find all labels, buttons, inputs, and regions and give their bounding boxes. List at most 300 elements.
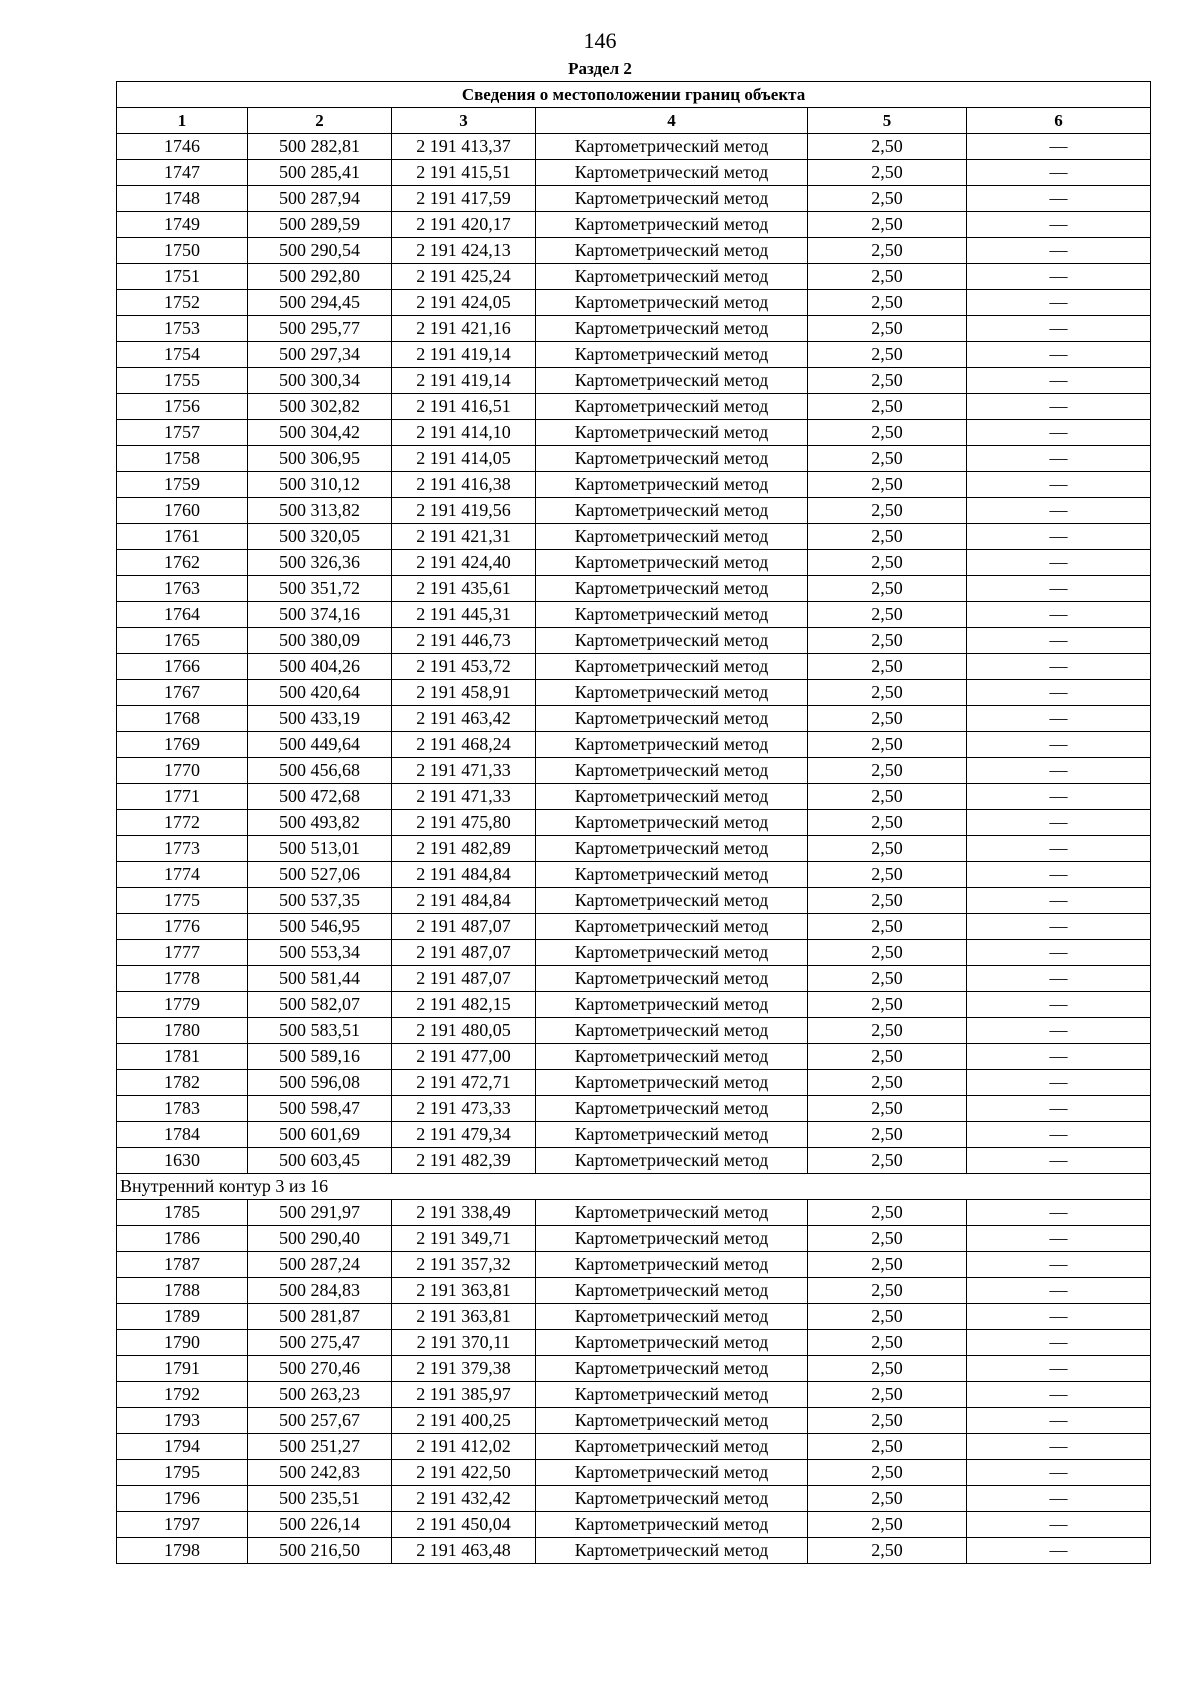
point-number-cell: 1761 xyxy=(117,524,248,550)
accuracy-cell: 2,50 xyxy=(808,888,967,914)
method-cell: Картометрический метод xyxy=(536,160,808,186)
accuracy-cell: 2,50 xyxy=(808,264,967,290)
x-coordinate-cell: 500 493,82 xyxy=(248,810,392,836)
point-number-cell: 1766 xyxy=(117,654,248,680)
method-cell: Картометрический метод xyxy=(536,836,808,862)
table-row xyxy=(117,160,1151,186)
y-coordinate-cell: 2 191 471,33 xyxy=(392,758,536,784)
point-number-cell: 1630 xyxy=(117,1148,248,1174)
point-number-cell: 1763 xyxy=(117,576,248,602)
description-cell: — xyxy=(967,160,1151,186)
x-coordinate-cell: 500 449,64 xyxy=(248,732,392,758)
description-cell: — xyxy=(967,212,1151,238)
table-row xyxy=(117,1148,1151,1174)
method-cell: Картометрический метод xyxy=(536,732,808,758)
method-cell: Картометрический метод xyxy=(536,784,808,810)
table-body xyxy=(117,134,1151,1564)
point-number-cell: 1758 xyxy=(117,446,248,472)
description-cell: — xyxy=(967,394,1151,420)
x-coordinate-cell: 500 284,83 xyxy=(248,1278,392,1304)
method-cell: Картометрический метод xyxy=(536,1538,808,1564)
method-cell: Картометрический метод xyxy=(536,394,808,420)
table-row xyxy=(117,732,1151,758)
description-cell: — xyxy=(967,238,1151,264)
description-cell: — xyxy=(967,1252,1151,1278)
accuracy-cell: 2,50 xyxy=(808,186,967,212)
method-cell: Картометрический метод xyxy=(536,1252,808,1278)
accuracy-cell: 2,50 xyxy=(808,966,967,992)
x-coordinate-cell: 500 320,05 xyxy=(248,524,392,550)
x-coordinate-cell: 500 420,64 xyxy=(248,680,392,706)
y-coordinate-cell: 2 191 421,16 xyxy=(392,316,536,342)
x-coordinate-cell: 500 306,95 xyxy=(248,446,392,472)
point-number-cell: 1785 xyxy=(117,1200,248,1226)
method-cell: Картометрический метод xyxy=(536,1356,808,1382)
point-number-cell: 1752 xyxy=(117,290,248,316)
table-row xyxy=(117,1356,1151,1382)
method-cell: Картометрический метод xyxy=(536,888,808,914)
method-cell: Картометрический метод xyxy=(536,1226,808,1252)
y-coordinate-cell: 2 191 477,00 xyxy=(392,1044,536,1070)
method-cell: Картометрический метод xyxy=(536,914,808,940)
accuracy-cell: 2,50 xyxy=(808,1356,967,1382)
x-coordinate-cell: 500 433,19 xyxy=(248,706,392,732)
table-row xyxy=(117,420,1151,446)
point-number-cell: 1754 xyxy=(117,342,248,368)
method-cell: Картометрический метод xyxy=(536,758,808,784)
method-cell: Картометрический метод xyxy=(536,290,808,316)
accuracy-cell: 2,50 xyxy=(808,160,967,186)
x-coordinate-cell: 500 304,42 xyxy=(248,420,392,446)
point-number-cell: 1771 xyxy=(117,784,248,810)
description-cell: — xyxy=(967,342,1151,368)
accuracy-cell: 2,50 xyxy=(808,628,967,654)
accuracy-cell: 2,50 xyxy=(808,1018,967,1044)
description-cell: — xyxy=(967,368,1151,394)
x-coordinate-cell: 500 216,50 xyxy=(248,1538,392,1564)
description-cell: — xyxy=(967,1486,1151,1512)
y-coordinate-cell: 2 191 379,38 xyxy=(392,1356,536,1382)
accuracy-cell: 2,50 xyxy=(808,836,967,862)
method-cell: Картометрический метод xyxy=(536,1382,808,1408)
y-coordinate-cell: 2 191 338,49 xyxy=(392,1200,536,1226)
accuracy-cell: 2,50 xyxy=(808,368,967,394)
point-number-cell: 1781 xyxy=(117,1044,248,1070)
method-cell: Картометрический метод xyxy=(536,862,808,888)
y-coordinate-cell: 2 191 370,11 xyxy=(392,1330,536,1356)
x-coordinate-cell: 500 270,46 xyxy=(248,1356,392,1382)
method-cell: Картометрический метод xyxy=(536,342,808,368)
x-coordinate-cell: 500 581,44 xyxy=(248,966,392,992)
accuracy-cell: 2,50 xyxy=(808,810,967,836)
x-coordinate-cell: 500 295,77 xyxy=(248,316,392,342)
point-number-cell: 1764 xyxy=(117,602,248,628)
accuracy-cell: 2,50 xyxy=(808,1200,967,1226)
point-number-cell: 1768 xyxy=(117,706,248,732)
y-coordinate-cell: 2 191 487,07 xyxy=(392,940,536,966)
accuracy-cell: 2,50 xyxy=(808,420,967,446)
table-row xyxy=(117,342,1151,368)
column-header: 4 xyxy=(536,108,808,134)
point-number-cell: 1780 xyxy=(117,1018,248,1044)
y-coordinate-cell: 2 191 446,73 xyxy=(392,628,536,654)
description-cell: — xyxy=(967,1382,1151,1408)
y-coordinate-cell: 2 191 432,42 xyxy=(392,1486,536,1512)
method-cell: Картометрический метод xyxy=(536,1018,808,1044)
description-cell: — xyxy=(967,680,1151,706)
column-header: 2 xyxy=(248,108,392,134)
description-cell: — xyxy=(967,1200,1151,1226)
description-cell: — xyxy=(967,602,1151,628)
table-row xyxy=(117,1538,1151,1564)
x-coordinate-cell: 500 404,26 xyxy=(248,654,392,680)
accuracy-cell: 2,50 xyxy=(808,1434,967,1460)
description-cell: — xyxy=(967,290,1151,316)
x-coordinate-cell: 500 291,97 xyxy=(248,1200,392,1226)
table-row xyxy=(117,1070,1151,1096)
method-cell: Картометрический метод xyxy=(536,446,808,472)
contour-label: Внутренний контур 3 из 16 xyxy=(117,1174,1151,1200)
point-number-cell: 1779 xyxy=(117,992,248,1018)
table-row xyxy=(117,1408,1151,1434)
description-cell: — xyxy=(967,576,1151,602)
point-number-cell: 1790 xyxy=(117,1330,248,1356)
table-row xyxy=(117,654,1151,680)
method-cell: Картометрический метод xyxy=(536,810,808,836)
table-row xyxy=(117,1122,1151,1148)
point-number-cell: 1775 xyxy=(117,888,248,914)
description-cell: — xyxy=(967,1408,1151,1434)
y-coordinate-cell: 2 191 417,59 xyxy=(392,186,536,212)
y-coordinate-cell: 2 191 357,32 xyxy=(392,1252,536,1278)
x-coordinate-cell: 500 251,27 xyxy=(248,1434,392,1460)
table-row xyxy=(117,1382,1151,1408)
accuracy-cell: 2,50 xyxy=(808,680,967,706)
accuracy-cell: 2,50 xyxy=(808,706,967,732)
method-cell: Картометрический метод xyxy=(536,1460,808,1486)
method-cell: Картометрический метод xyxy=(536,680,808,706)
y-coordinate-cell: 2 191 416,51 xyxy=(392,394,536,420)
y-coordinate-cell: 2 191 349,71 xyxy=(392,1226,536,1252)
point-number-cell: 1797 xyxy=(117,1512,248,1538)
method-cell: Картометрический метод xyxy=(536,992,808,1018)
method-cell: Картометрический метод xyxy=(536,1304,808,1330)
x-coordinate-cell: 500 281,87 xyxy=(248,1304,392,1330)
x-coordinate-cell: 500 235,51 xyxy=(248,1486,392,1512)
point-number-cell: 1762 xyxy=(117,550,248,576)
table-row xyxy=(117,238,1151,264)
x-coordinate-cell: 500 553,34 xyxy=(248,940,392,966)
point-number-cell: 1753 xyxy=(117,316,248,342)
y-coordinate-cell: 2 191 422,50 xyxy=(392,1460,536,1486)
method-cell: Картометрический метод xyxy=(536,186,808,212)
method-cell: Картометрический метод xyxy=(536,316,808,342)
point-number-cell: 1791 xyxy=(117,1356,248,1382)
method-cell: Картометрический метод xyxy=(536,628,808,654)
point-number-cell: 1757 xyxy=(117,420,248,446)
y-coordinate-cell: 2 191 363,81 xyxy=(392,1304,536,1330)
accuracy-cell: 2,50 xyxy=(808,1252,967,1278)
column-header: 3 xyxy=(392,108,536,134)
method-cell: Картометрический метод xyxy=(536,602,808,628)
description-cell: — xyxy=(967,758,1151,784)
accuracy-cell: 2,50 xyxy=(808,1330,967,1356)
accuracy-cell: 2,50 xyxy=(808,446,967,472)
point-number-cell: 1749 xyxy=(117,212,248,238)
point-number-cell: 1765 xyxy=(117,628,248,654)
accuracy-cell: 2,50 xyxy=(808,576,967,602)
point-number-cell: 1795 xyxy=(117,1460,248,1486)
x-coordinate-cell: 500 257,67 xyxy=(248,1408,392,1434)
accuracy-cell: 2,50 xyxy=(808,1408,967,1434)
y-coordinate-cell: 2 191 475,80 xyxy=(392,810,536,836)
description-cell: — xyxy=(967,836,1151,862)
description-cell: — xyxy=(967,654,1151,680)
x-coordinate-cell: 500 226,14 xyxy=(248,1512,392,1538)
x-coordinate-cell: 500 351,72 xyxy=(248,576,392,602)
x-coordinate-cell: 500 326,36 xyxy=(248,550,392,576)
table-row xyxy=(117,628,1151,654)
description-cell: — xyxy=(967,264,1151,290)
accuracy-cell: 2,50 xyxy=(808,1070,967,1096)
x-coordinate-cell: 500 603,45 xyxy=(248,1148,392,1174)
table-row xyxy=(117,1226,1151,1252)
accuracy-cell: 2,50 xyxy=(808,1382,967,1408)
y-coordinate-cell: 2 191 487,07 xyxy=(392,914,536,940)
point-number-cell: 1798 xyxy=(117,1538,248,1564)
x-coordinate-cell: 500 263,23 xyxy=(248,1382,392,1408)
y-coordinate-cell: 2 191 480,05 xyxy=(392,1018,536,1044)
y-coordinate-cell: 2 191 416,38 xyxy=(392,472,536,498)
point-number-cell: 1760 xyxy=(117,498,248,524)
accuracy-cell: 2,50 xyxy=(808,1148,967,1174)
description-cell: — xyxy=(967,134,1151,160)
table-row xyxy=(117,1304,1151,1330)
accuracy-cell: 2,50 xyxy=(808,1278,967,1304)
accuracy-cell: 2,50 xyxy=(808,1096,967,1122)
x-coordinate-cell: 500 300,34 xyxy=(248,368,392,394)
x-coordinate-cell: 500 546,95 xyxy=(248,914,392,940)
point-number-cell: 1793 xyxy=(117,1408,248,1434)
table-row xyxy=(117,212,1151,238)
x-coordinate-cell: 500 282,81 xyxy=(248,134,392,160)
table-row xyxy=(117,498,1151,524)
point-number-cell: 1748 xyxy=(117,186,248,212)
method-cell: Картометрический метод xyxy=(536,1070,808,1096)
table-row xyxy=(117,758,1151,784)
description-cell: — xyxy=(967,186,1151,212)
method-cell: Картометрический метод xyxy=(536,966,808,992)
accuracy-cell: 2,50 xyxy=(808,316,967,342)
method-cell: Картометрический метод xyxy=(536,238,808,264)
x-coordinate-cell: 500 313,82 xyxy=(248,498,392,524)
point-number-cell: 1774 xyxy=(117,862,248,888)
x-coordinate-cell: 500 589,16 xyxy=(248,1044,392,1070)
point-number-cell: 1776 xyxy=(117,914,248,940)
x-coordinate-cell: 500 285,41 xyxy=(248,160,392,186)
description-cell: — xyxy=(967,550,1151,576)
accuracy-cell: 2,50 xyxy=(808,602,967,628)
table-row xyxy=(117,316,1151,342)
description-cell: — xyxy=(967,784,1151,810)
x-coordinate-cell: 500 289,59 xyxy=(248,212,392,238)
description-cell: — xyxy=(967,1304,1151,1330)
description-cell: — xyxy=(967,628,1151,654)
y-coordinate-cell: 2 191 479,34 xyxy=(392,1122,536,1148)
x-coordinate-cell: 500 380,09 xyxy=(248,628,392,654)
y-coordinate-cell: 2 191 473,33 xyxy=(392,1096,536,1122)
y-coordinate-cell: 2 191 385,97 xyxy=(392,1382,536,1408)
x-coordinate-cell: 500 287,24 xyxy=(248,1252,392,1278)
method-cell: Картометрический метод xyxy=(536,1278,808,1304)
point-number-cell: 1787 xyxy=(117,1252,248,1278)
table-row xyxy=(117,1486,1151,1512)
accuracy-cell: 2,50 xyxy=(808,1226,967,1252)
table-row xyxy=(117,1252,1151,1278)
y-coordinate-cell: 2 191 445,31 xyxy=(392,602,536,628)
table-row xyxy=(117,446,1151,472)
accuracy-cell: 2,50 xyxy=(808,1122,967,1148)
method-cell: Картометрический метод xyxy=(536,1096,808,1122)
method-cell: Картометрический метод xyxy=(536,1330,808,1356)
table-row xyxy=(117,524,1151,550)
accuracy-cell: 2,50 xyxy=(808,394,967,420)
table-row xyxy=(117,134,1151,160)
description-cell: — xyxy=(967,1018,1151,1044)
table-row xyxy=(117,888,1151,914)
x-coordinate-cell: 500 513,01 xyxy=(248,836,392,862)
table-row xyxy=(117,550,1151,576)
point-number-cell: 1769 xyxy=(117,732,248,758)
x-coordinate-cell: 500 290,40 xyxy=(248,1226,392,1252)
x-coordinate-cell: 500 287,94 xyxy=(248,186,392,212)
table-row xyxy=(117,1512,1151,1538)
accuracy-cell: 2,50 xyxy=(808,1304,967,1330)
method-cell: Картометрический метод xyxy=(536,706,808,732)
description-cell: — xyxy=(967,940,1151,966)
method-cell: Картометрический метод xyxy=(536,368,808,394)
x-coordinate-cell: 500 472,68 xyxy=(248,784,392,810)
point-number-cell: 1796 xyxy=(117,1486,248,1512)
accuracy-cell: 2,50 xyxy=(808,550,967,576)
x-coordinate-cell: 500 583,51 xyxy=(248,1018,392,1044)
y-coordinate-cell: 2 191 453,72 xyxy=(392,654,536,680)
y-coordinate-cell: 2 191 363,81 xyxy=(392,1278,536,1304)
x-coordinate-cell: 500 310,12 xyxy=(248,472,392,498)
x-coordinate-cell: 500 297,34 xyxy=(248,342,392,368)
method-cell: Картометрический метод xyxy=(536,420,808,446)
point-number-cell: 1789 xyxy=(117,1304,248,1330)
description-cell: — xyxy=(967,1148,1151,1174)
method-cell: Картометрический метод xyxy=(536,1512,808,1538)
y-coordinate-cell: 2 191 415,51 xyxy=(392,160,536,186)
y-coordinate-cell: 2 191 482,39 xyxy=(392,1148,536,1174)
accuracy-cell: 2,50 xyxy=(808,1538,967,1564)
page-number: 146 xyxy=(583,28,617,53)
y-coordinate-cell: 2 191 468,24 xyxy=(392,732,536,758)
method-cell: Картометрический метод xyxy=(536,472,808,498)
method-cell: Картометрический метод xyxy=(536,550,808,576)
table-row xyxy=(117,706,1151,732)
description-cell: — xyxy=(967,1512,1151,1538)
description-cell: — xyxy=(967,862,1151,888)
x-coordinate-cell: 500 596,08 xyxy=(248,1070,392,1096)
y-coordinate-cell: 2 191 450,04 xyxy=(392,1512,536,1538)
point-number-cell: 1767 xyxy=(117,680,248,706)
table-caption-row xyxy=(117,82,1151,108)
description-cell: — xyxy=(967,446,1151,472)
accuracy-cell: 2,50 xyxy=(808,524,967,550)
description-cell: — xyxy=(967,1330,1151,1356)
y-coordinate-cell: 2 191 482,15 xyxy=(392,992,536,1018)
description-cell: — xyxy=(967,1278,1151,1304)
x-coordinate-cell: 500 456,68 xyxy=(248,758,392,784)
description-cell: — xyxy=(967,732,1151,758)
table-row xyxy=(117,836,1151,862)
x-coordinate-cell: 500 601,69 xyxy=(248,1122,392,1148)
description-cell: — xyxy=(967,1096,1151,1122)
x-coordinate-cell: 500 374,16 xyxy=(248,602,392,628)
method-cell: Картометрический метод xyxy=(536,1044,808,1070)
table-row xyxy=(117,784,1151,810)
accuracy-cell: 2,50 xyxy=(808,914,967,940)
boundary-coordinates-table xyxy=(116,81,1151,1564)
description-cell: — xyxy=(967,966,1151,992)
y-coordinate-cell: 2 191 424,40 xyxy=(392,550,536,576)
table-row xyxy=(117,576,1151,602)
point-number-cell: 1750 xyxy=(117,238,248,264)
description-cell: — xyxy=(967,1538,1151,1564)
y-coordinate-cell: 2 191 435,61 xyxy=(392,576,536,602)
method-cell: Картометрический метод xyxy=(536,1408,808,1434)
description-cell: — xyxy=(967,1226,1151,1252)
description-cell: — xyxy=(967,1122,1151,1148)
section-title: Раздел 2 xyxy=(568,59,632,78)
accuracy-cell: 2,50 xyxy=(808,290,967,316)
column-header: 5 xyxy=(808,108,967,134)
description-cell: — xyxy=(967,810,1151,836)
point-number-cell: 1794 xyxy=(117,1434,248,1460)
description-cell: — xyxy=(967,1460,1151,1486)
table-row xyxy=(117,290,1151,316)
x-coordinate-cell: 500 582,07 xyxy=(248,992,392,1018)
y-coordinate-cell: 2 191 487,07 xyxy=(392,966,536,992)
table-row xyxy=(117,186,1151,212)
accuracy-cell: 2,50 xyxy=(808,1460,967,1486)
y-coordinate-cell: 2 191 412,02 xyxy=(392,1434,536,1460)
accuracy-cell: 2,50 xyxy=(808,862,967,888)
accuracy-cell: 2,50 xyxy=(808,238,967,264)
description-cell: — xyxy=(967,992,1151,1018)
point-number-cell: 1784 xyxy=(117,1122,248,1148)
y-coordinate-cell: 2 191 472,71 xyxy=(392,1070,536,1096)
x-coordinate-cell: 500 242,83 xyxy=(248,1460,392,1486)
y-coordinate-cell: 2 191 463,42 xyxy=(392,706,536,732)
description-cell: — xyxy=(967,914,1151,940)
point-number-cell: 1773 xyxy=(117,836,248,862)
method-cell: Картометрический метод xyxy=(536,940,808,966)
description-cell: — xyxy=(967,420,1151,446)
description-cell: — xyxy=(967,524,1151,550)
table-row xyxy=(117,394,1151,420)
point-number-cell: 1772 xyxy=(117,810,248,836)
method-cell: Картометрический метод xyxy=(536,264,808,290)
y-coordinate-cell: 2 191 471,33 xyxy=(392,784,536,810)
y-coordinate-cell: 2 191 424,13 xyxy=(392,238,536,264)
table-row xyxy=(117,1044,1151,1070)
table-row xyxy=(117,810,1151,836)
table-row xyxy=(117,862,1151,888)
